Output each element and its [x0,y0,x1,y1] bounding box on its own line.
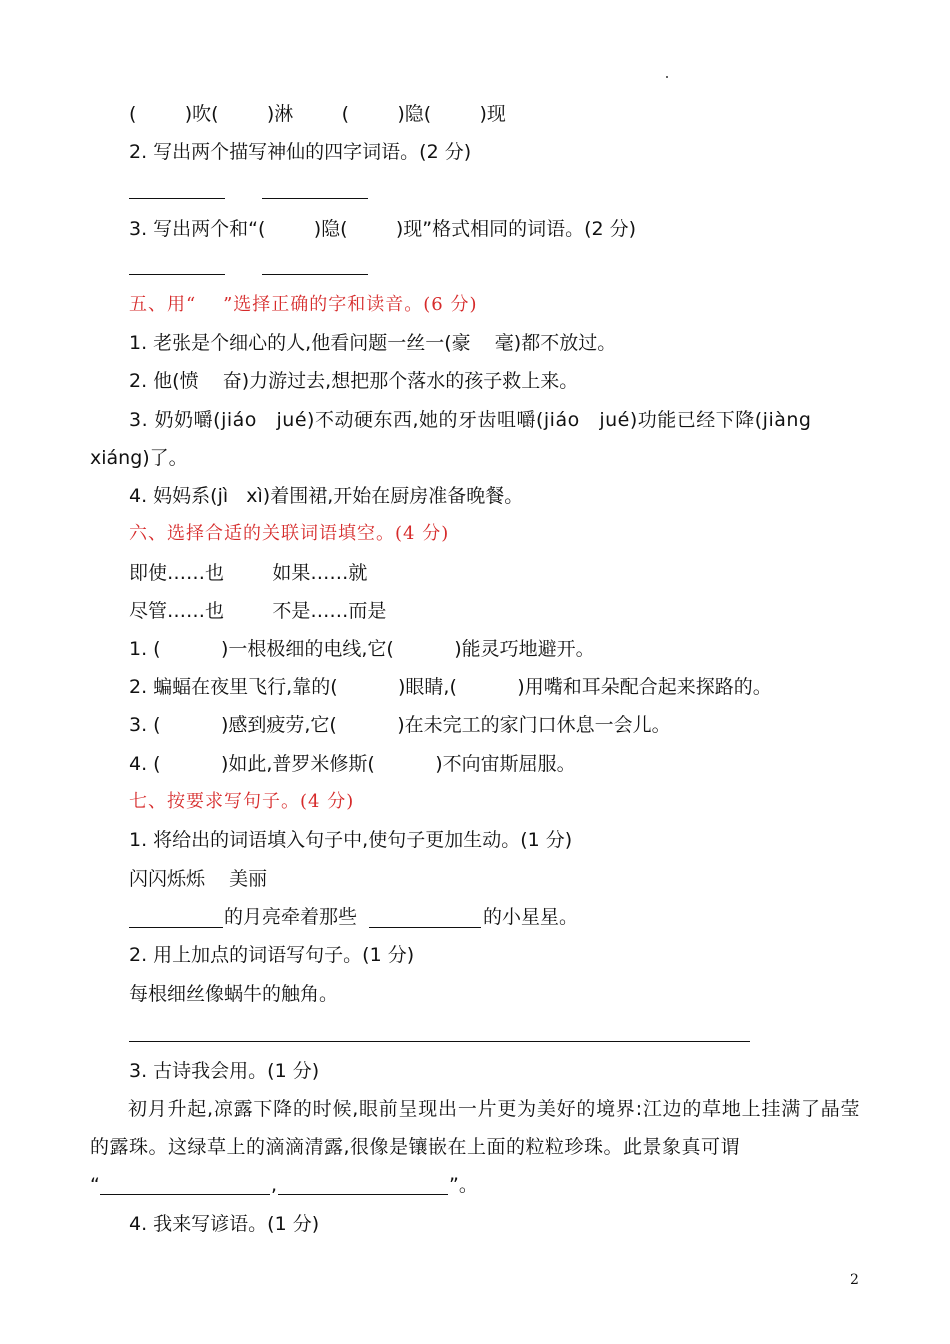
answer-line[interactable] [262,274,368,275]
stray-dot [666,76,668,78]
example-sentence: 每根细丝像蜗牛的触角。 [129,983,339,1005]
answer-line[interactable] [262,198,368,199]
question-6-3: 3. ( )感到疲劳,它( )在未完工的家门口休息一会儿。 [129,714,671,736]
quote-open: “ [90,1174,100,1196]
question-6-1: 1. ( )一根极细的电线,它( )能灵巧地避开。 [129,638,595,660]
section-5-heading: 五、用“ ”选择正确的字和读音。(6 分) [129,294,478,315]
section-6-heading: 六、选择合适的关联词语填空。(4 分) [129,523,450,544]
question-5-2: 2. 他(愤 奋)力游过去,想把那个落水的孩子救上来。 [129,370,579,392]
conjunction-options-1: 即使……也 如果……就 [129,562,368,584]
question-7-2: 2. 用上加点的词语写句子。(1 分) [129,944,415,966]
quote-comma: , [271,1174,278,1196]
answer-line[interactable] [129,198,225,199]
quote-close: ”。 [449,1174,478,1196]
question-6-4: 4. ( )如此,普罗米修斯( )不向宙斯屈服。 [129,753,576,775]
answer-line[interactable] [129,927,223,928]
answer-line[interactable] [278,1194,448,1195]
question-7-3: 3. 古诗我会用。(1 分) [129,1060,320,1082]
question-5-3: 3. 奶奶嚼(jiáo jué)不动硬东西,她的牙齿咀嚼(jiáo jué)功能已经下降(jiàng [129,409,812,431]
question-3-same-format: 3. 写出两个和“( )隐( )现”格式相同的词语。(2 分) [129,218,637,240]
sentence-middle: 的月亮牵着那些 [224,906,358,928]
page-number: 2 [850,1272,859,1288]
question-7-4: 4. 我来写谚语。(1 分) [129,1213,320,1235]
sentence-end: 的小星星。 [483,906,579,928]
conjunction-options-2: 尽管……也 不是……而是 [129,600,387,622]
answer-line-long[interactable] [129,1041,750,1042]
answer-line[interactable] [129,274,225,275]
question-5-1: 1. 老张是个细心的人,他看问题一丝一(豪 毫)都不放过。 [129,332,617,354]
poem-paragraph: 初月升起,凉露下降的时候,眼前呈现出一片更为美好的境界:江边的草地上挂满了晶莹的露珠。这绿草上的滴滴清露,很像是镶嵌在上面的粒粒珍珠。此景象真可谓 [90,1098,860,1158]
line-fill-blanks: ( )吹( )淋 ( )隐( )现 [129,103,506,125]
question-6-2: 2. 蝙蝠在夜里飞行,靠的( )眼睛,( )用嘴和耳朵配合起来探路的。 [129,676,772,698]
answer-line[interactable] [369,927,481,928]
answer-line[interactable] [100,1194,270,1195]
question-5-3-cont: xiáng)了。 [90,447,188,469]
question-5-4: 4. 妈妈系(jì xì)着围裙,开始在厨房准备晚餐。 [129,485,524,507]
word-options: 闪闪烁烁 美丽 [129,868,268,890]
question-2-divine-words: 2. 写出两个描写神仙的四字词语。(2 分) [129,141,472,163]
section-7-heading: 七、按要求写句子。(4 分) [129,791,355,812]
question-7-1: 1. 将给出的词语填入句子中,使句子更加生动。(1 分) [129,829,573,851]
